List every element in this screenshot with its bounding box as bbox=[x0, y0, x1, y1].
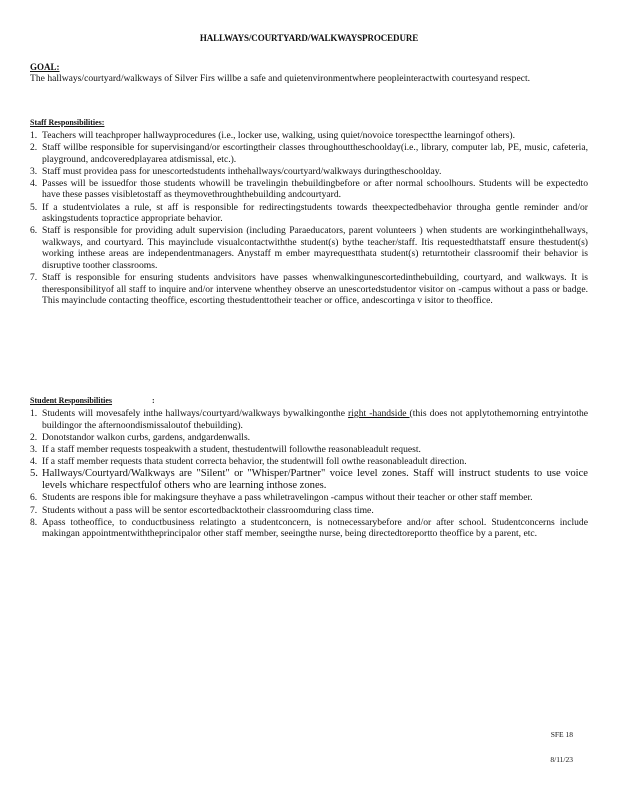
item-text: If a staff member requests thata student correcta behavior, the studentwill foll owthe reasonableadult direction. bbox=[42, 455, 467, 467]
staff-item bbox=[30, 272, 588, 307]
staff-item bbox=[30, 142, 588, 165]
staff-item bbox=[30, 178, 588, 201]
student-item bbox=[30, 505, 588, 517]
student-item bbox=[30, 432, 588, 444]
staff-item bbox=[30, 225, 588, 271]
item-text: If a studentviolates a rule, st aff is responsible for redirectingstudents towards theexpectedbehavior througha gentle reminder and/or askingstudents topractice appropriate behavior. bbox=[42, 201, 588, 225]
student-item bbox=[30, 492, 588, 504]
item-text: Staff willbe responsible for supervisingand/or escortingtheir classes throughouttheschoolday(i.e., library, computer lab, PE, music, cafeteria, playground, andcoveredplayarea atdismissal, etc.). bbox=[42, 142, 588, 165]
goal-text: The hallways/courtyard/walkways of Silver Firs willbe a safe and quietenvironmentwhere peopleinteractwith courtesyand respect. bbox=[30, 73, 531, 84]
item-text: Passes will be issuedfor those students whowill be travelingin thebuildingbefore or after normal schoolhours. Students will be expectedto have these passes visibletostaff as theymovethroughthebuilding andcourtyard. bbox=[42, 177, 588, 201]
item-text: (this does not applytothemorning entryintothe buildingor the afternoondismissaloutof thebuilding). bbox=[42, 408, 588, 431]
item-number: 5. bbox=[30, 201, 38, 213]
student-item bbox=[30, 468, 588, 492]
item-text: Donotstandor walkon curbs, gardens, andgardenwalls. bbox=[42, 431, 251, 443]
item-text: Hallways/Courtyard/Walkways are "Silent" or "Whisper/Partner" voice level zones. Staff will instruct students to use voice levels whichare respectfulof others who are learning inthose zones. bbox=[42, 467, 588, 491]
student-item bbox=[30, 456, 588, 468]
item-number: 3. bbox=[30, 443, 38, 455]
item-number: 3. bbox=[30, 165, 38, 177]
item-number: 6. bbox=[30, 225, 38, 237]
item-text: Staff must providea pass for unescortedstudents inthehallways/courtyard/walkways duringtheschoolday. bbox=[42, 165, 442, 177]
item-text: Teachers will teachproper hallwayprocedures (i.e., locker use, walking, using quiet/novoice torespectthe learningof others). bbox=[42, 130, 515, 141]
item-number: 7. bbox=[30, 504, 38, 516]
goal-heading: GOAL: bbox=[30, 62, 60, 72]
staff-item bbox=[30, 202, 588, 225]
student-responsibilities-list bbox=[30, 408, 588, 540]
student-item bbox=[30, 408, 588, 431]
student-item bbox=[30, 517, 588, 540]
item-number: 8. bbox=[30, 516, 38, 528]
item-text: Students are respons ible for makingsure theyhave a pass whiletravelingon -campus without their teacher or other staff member. bbox=[42, 492, 533, 504]
item-text-underlined: right -handside bbox=[348, 408, 410, 419]
item-text: Staff is responsible for ensuring students andvisitors have passes whenwalkingunescortedinthebuilding, courtyard, and walkways. It is theresponsibilityof all staff to inquire and/or intervene whenthey observe an unescortedstudentor visitor on -campus without a pass or badge. This mayinclude contacting theoffice, escorting thestudenttotheir teacher or office, andescortinga v isitor to theoffice. bbox=[42, 272, 588, 307]
item-text: Apass totheoffice, to conductbusiness relatingto a studentconcern, is notnecessarybefore and/or after school. Studentconcerns include makingan appointmentwiththeprincipalor other staff member, seeingthe nurse, being directedtoreportto theoffice by a parent, etc. bbox=[42, 516, 588, 540]
student-responsibilities-heading bbox=[30, 396, 155, 405]
item-number: 4. bbox=[30, 177, 38, 189]
item-text: Students without a pass will be sentor escortedbacktotheir classroomduring class time. bbox=[42, 504, 374, 516]
staff-responsibilities-heading: Staff Responsibilities: bbox=[30, 118, 105, 127]
item-text: Staff is responsible for providing adult supervision (including Paraeducators, parent volunteers ) when students are workinginthehallways, walkways, and courtyard. This mayinclude visualcontactwiththe student(s) bythe teacher/staff. Itis requestedthatstaff ensure thestudent(s) working inthese areas are independentmanagers. Anystaff m ember mayrequestthata student(s) returntotheir classroomif their behavior is disruptive toother classrooms. bbox=[42, 225, 588, 272]
item-number: 4. bbox=[30, 455, 38, 467]
item-number: 2. bbox=[30, 431, 38, 443]
item-number: 7. bbox=[30, 272, 38, 284]
staff-item bbox=[30, 166, 588, 178]
item-number: 6. bbox=[30, 492, 38, 504]
staff-responsibilities-list bbox=[30, 130, 588, 307]
item-text: Students will movesafely inthe hallways/courtyard/walkways bywalkingonthe bbox=[42, 408, 349, 419]
page-title: HALLWAYS/COURTYARD/WALKWAYSPROCEDURE bbox=[199, 33, 419, 43]
student-item bbox=[30, 444, 588, 456]
footer-date: 8/11/23 bbox=[550, 755, 573, 764]
footer-code: SFE 18 bbox=[550, 730, 573, 739]
item-number: 5. bbox=[30, 467, 38, 479]
item-number: 2. bbox=[30, 142, 38, 154]
item-number: 1. bbox=[30, 130, 38, 141]
staff-item bbox=[30, 130, 588, 142]
student-heading-label: Student Responsibilities bbox=[30, 396, 113, 405]
student-heading-colon: : bbox=[152, 396, 155, 405]
item-text: If a staff member requests tospeakwith a student, thestudentwill followthe reasonableadult request. bbox=[42, 443, 421, 455]
item-number: 1. bbox=[30, 408, 38, 419]
